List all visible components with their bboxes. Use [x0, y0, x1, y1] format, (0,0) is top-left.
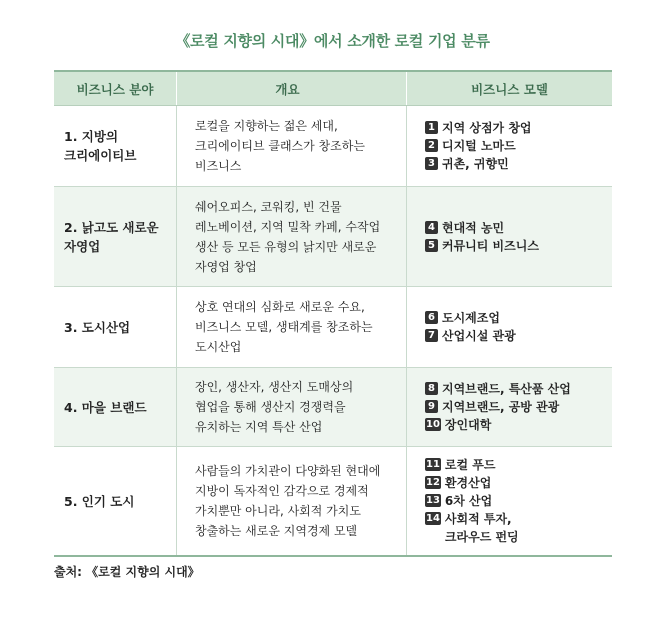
- model-item: 14 사회적 투자, 크라우드 펀딩: [426, 512, 519, 544]
- model-item: 10 장인대학: [426, 418, 492, 432]
- overview-cell: 상호 연대의 심화로 새로운 수요, 비즈니스 모델, 생태계를 창조하는 도시산업: [195, 300, 373, 354]
- page-title: 《로컬 지향의 시대》에서 소개한 로컬 기업 분류: [175, 32, 490, 50]
- number-badge: 13: [426, 495, 440, 506]
- number-badge: 14: [426, 513, 440, 524]
- number-badge: 8: [425, 382, 438, 395]
- model-list: [425, 219, 539, 255]
- model-item: 4 현대적 농민: [425, 219, 539, 237]
- field-cell: 4. 마을 브랜드: [64, 399, 147, 415]
- model-item: 7 산업시설 관광: [425, 327, 516, 345]
- model-list: [425, 380, 571, 434]
- overview-cell: 장인, 생산자, 생산지 도매상의 협업을 통해 생산지 경쟁력을 유치하는 지역 특산 산업: [195, 380, 354, 434]
- model-item: 5 커뮤니티 비즈니스: [425, 237, 539, 255]
- table-header-row: [54, 72, 612, 106]
- number-badge: 2: [425, 139, 438, 152]
- model-item: 1 지역 상점가 창업: [425, 119, 532, 137]
- number-badge: 3: [425, 157, 438, 170]
- number-badge: 11: [426, 459, 440, 470]
- field-cell: 2. 낡고도 새로운 자영업: [64, 219, 159, 254]
- field-cell: 5. 인기 도시: [64, 493, 135, 509]
- table-row: [54, 447, 612, 555]
- number-badge: 7: [425, 329, 438, 342]
- overview-cell: 로컬을 지향하는 젊은 세대, 크리에이티브 클래스가 창조하는 비즈니스: [195, 119, 365, 173]
- overview-cell: 사람들의 가치관이 다양화된 현대에 지방이 독자적인 감각으로 경제적 가치뿐만 아니라, 사회적 가치도 창출하는 새로운 지역경제 모델: [195, 464, 381, 538]
- model-item: 6 도시제조업: [425, 309, 516, 327]
- field-cell: 1. 지방의 크리에이티브: [64, 129, 137, 163]
- table-row: [54, 106, 612, 187]
- number-badge: 12: [426, 477, 440, 488]
- field-cell: 3. 도시산업: [64, 319, 131, 335]
- model-list: [425, 309, 516, 345]
- header-model: 비즈니스 모델: [406, 72, 612, 105]
- number-badge: 9: [425, 400, 438, 413]
- number-badge: 10: [426, 419, 440, 430]
- number-badge: 6: [425, 311, 438, 324]
- model-item: 11 로컬 푸드: [426, 458, 496, 472]
- header-field: 비즈니스 분야: [76, 81, 154, 97]
- model-item: 13 6차 산업: [426, 494, 493, 508]
- model-item: 8 지역브랜드, 특산품 산업: [425, 380, 571, 398]
- number-badge: 5: [425, 239, 438, 252]
- model-list: [425, 119, 532, 173]
- table-row: [54, 368, 612, 447]
- overview-cell: 쉐어오피스, 코워킹, 빈 건물 레노베이션, 지역 밀착 카페, 수작업 생산 등 모든 유형의 낡지만 새로운 자영업 창업: [195, 199, 381, 274]
- number-badge: 1: [425, 121, 438, 134]
- table-row: [54, 287, 612, 368]
- table-row: [54, 187, 612, 287]
- model-item: 2 디지털 노마드: [425, 137, 532, 155]
- number-badge: 4: [425, 221, 438, 234]
- model-item: 12 환경산업: [426, 476, 492, 490]
- model-item: 9 지역브랜드, 공방 관광: [425, 398, 571, 416]
- source-note: 출처: 《로컬 지향의 시대》: [54, 565, 200, 579]
- model-list: [425, 456, 519, 546]
- model-item: 3 귀촌, 귀향민: [425, 155, 532, 173]
- header-overview: 개요: [176, 72, 406, 105]
- classification-table: [54, 70, 612, 557]
